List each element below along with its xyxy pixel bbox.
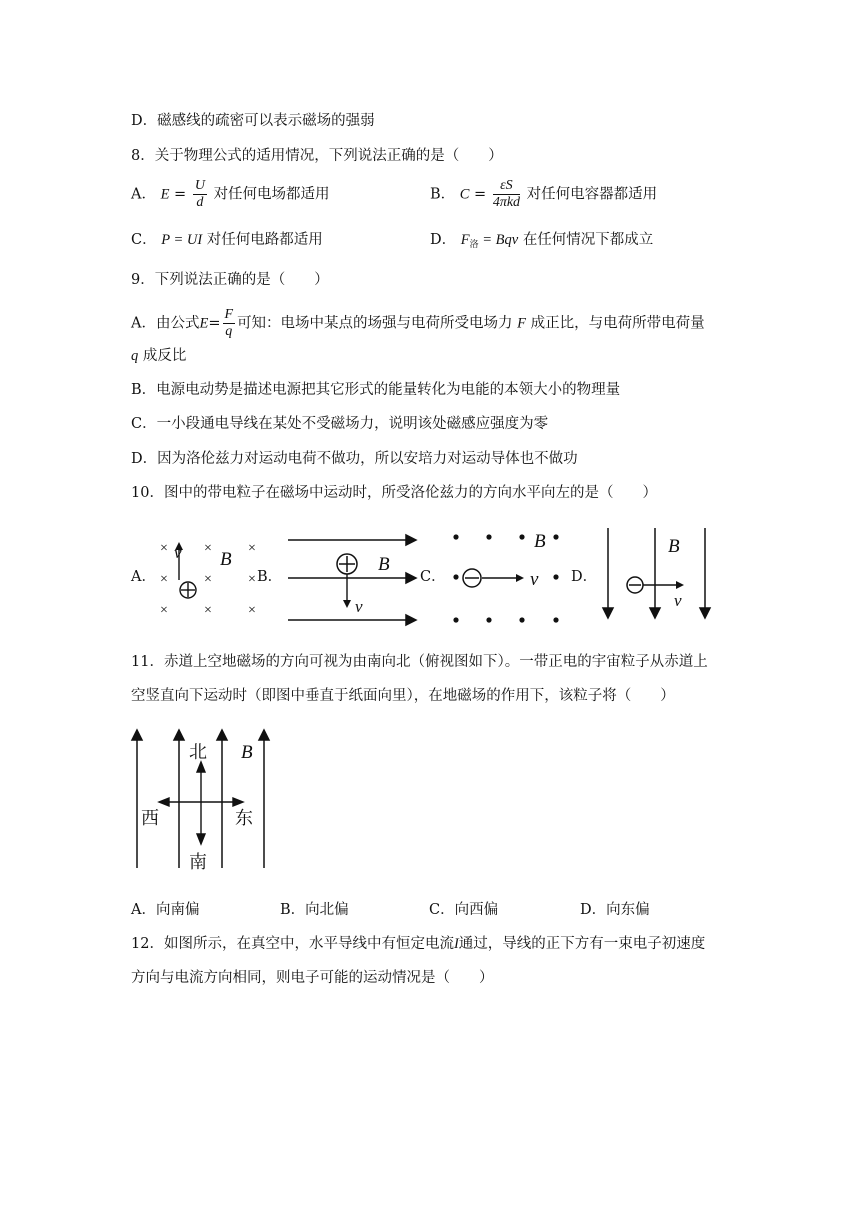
q9-a2-tail: 成反比 <box>142 348 187 364</box>
field-lines <box>603 528 710 618</box>
b-label: B <box>378 554 390 575</box>
q8-stem: 8．关于物理公式的适用情况，下列说法正确的是（ ） <box>131 148 503 164</box>
q12-stem-pre: 12．如图所示，在真空中，水平导线中有恒定电流 <box>131 936 454 952</box>
q10-label-c: C． <box>420 569 446 585</box>
q8-option-a: A． E = $\frac{U}{d}$ 对任何电场都适用 <box>131 178 330 210</box>
q9-option-b: B．电源电动势是描述电源把其它形式的能量转化为电能的本领大小的物理量 <box>131 382 621 398</box>
q8-d-text: 在任何情况下都成立 <box>522 232 654 248</box>
q11-option-c: C．向西偏 <box>429 902 499 918</box>
q9-a-den: q <box>225 324 233 339</box>
cross-mark: × <box>204 603 212 618</box>
q8-a-label: A． <box>131 186 156 203</box>
q8-c-formula: P = UI <box>161 232 203 248</box>
q10-stem: 10．图中的带电粒子在磁场中运动时，所受洛伦兹力的方向水平向左的是（ ） <box>131 485 657 501</box>
q10-figure-b <box>286 530 420 630</box>
q8-d-rhs: = Bqv <box>478 232 519 248</box>
field-lines <box>288 535 416 625</box>
q8-b-label: B． <box>430 186 456 203</box>
q8-d-sub: 洛 <box>469 240 479 250</box>
q8-option-c <box>131 230 323 250</box>
q12-current-symbol: I <box>453 936 459 952</box>
q8-option-d <box>430 230 653 255</box>
q9-a-post: 可知：电场中某点的场强与电荷所受电场力 <box>237 315 513 332</box>
q8-b-text: 对任何电容器都适用 <box>526 186 658 203</box>
q11-option-a: A．向南偏 <box>131 902 200 918</box>
q10-figure-d <box>598 526 718 626</box>
q11-figure <box>125 724 275 874</box>
q8-option-b: B． C = $\frac{\varepsilon S}{\text{4πkd}}$ 对任何电容器都适用 <box>430 178 658 210</box>
cross-mark: × <box>160 572 168 587</box>
b-label: B <box>534 531 546 552</box>
q8-d-label: D． <box>430 232 457 248</box>
b-label: B <box>668 536 680 557</box>
q10-label-a: A． <box>131 569 156 585</box>
q10-label-b: B． <box>257 569 283 585</box>
q12-stem-post: 通过，导线的正下方有一束电子初速度 <box>458 936 706 952</box>
q11-stem-line2: 空竖直向下运动时（即图中垂直于纸面向里），在地磁场的作用下，该粒子将（ ） <box>131 688 675 704</box>
cross-mark: × <box>160 603 168 618</box>
q9-a-f: F <box>517 315 527 332</box>
q9-a-tail: 成正比，与电荷所带电荷量 <box>530 315 705 332</box>
cross-mark: × <box>204 541 212 556</box>
v-label: v <box>674 591 682 610</box>
cross-mark: × <box>248 603 256 618</box>
q8-d-f: F <box>460 232 470 248</box>
v-label: v <box>355 597 363 616</box>
q9-stem: 9．下列说法正确的是（ ） <box>131 272 329 288</box>
v-label: v <box>174 543 182 562</box>
q10-label-d: D． <box>571 569 598 585</box>
q9-a-lhs: E <box>199 315 209 332</box>
q9-a-num: F <box>224 307 234 322</box>
q8-a-fraction <box>193 178 207 211</box>
q9-option-d: D．因为洛伦兹力对运动电荷不做功，所以安培力对运动导体也不做功 <box>131 451 578 467</box>
cross-mark: × <box>248 541 256 556</box>
v-label: v <box>530 569 539 590</box>
q9-a-q: q <box>131 348 139 364</box>
q9-option-a-line2 <box>131 346 186 366</box>
cross-mark: × <box>160 541 168 556</box>
east-label: 东 <box>235 808 253 828</box>
q8-b-num: εS <box>493 178 520 195</box>
q8-a-den: d <box>196 195 204 210</box>
q9-a-pre: A．由公式 <box>131 315 200 332</box>
q12-stem-line1 <box>131 934 705 954</box>
compass-cross-icon <box>159 762 243 844</box>
q9-a-fraction <box>223 307 236 340</box>
q9-option-c: C．一小段通电导线在某处不受磁场力，说明该处磁感应强度为零 <box>131 416 549 432</box>
north-label: 北 <box>189 742 207 762</box>
q7-option-d: D．磁感线的疏密可以表示磁场的强弱 <box>131 113 375 129</box>
q8-c-label: C． <box>131 232 157 248</box>
west-label: 西 <box>141 808 159 828</box>
q10-figure-c <box>444 525 574 625</box>
q8-b-fraction <box>493 178 520 211</box>
q12-stem-line2: 方向与电流方向相同，则电子可能的运动情况是（ ） <box>131 970 494 986</box>
cross-mark: × <box>248 572 256 587</box>
q11-option-b: B．向北偏 <box>280 902 349 918</box>
q10-figure-a <box>150 530 260 622</box>
q8-b-lhs: C <box>459 186 470 203</box>
q8-b-den: 4πkd <box>492 195 521 210</box>
q9-option-a-line1: A．由公式E= $\frac{F}{q}$ 可知：电场中某点的场强与电荷所受电场力 F 成正比，与电荷所带电荷量 <box>131 307 705 339</box>
south-label: 南 <box>189 852 207 872</box>
b-label: B <box>241 742 253 763</box>
q11-option-d: D．向东偏 <box>580 902 650 918</box>
b-label: B <box>220 549 232 570</box>
q11-stem-line1: 11．赤道上空地磁场的方向可视为由南向北（俯视图如下）。一带正电的宇宙粒子从赤道上 <box>131 654 708 670</box>
q8-a-text: 对任何电场都适用 <box>213 186 330 203</box>
q8-a-lhs: E <box>160 186 170 203</box>
q8-a-num: U <box>194 178 205 193</box>
cross-mark: × <box>204 572 212 587</box>
q8-c-text: 对任何电路都适用 <box>206 232 323 248</box>
